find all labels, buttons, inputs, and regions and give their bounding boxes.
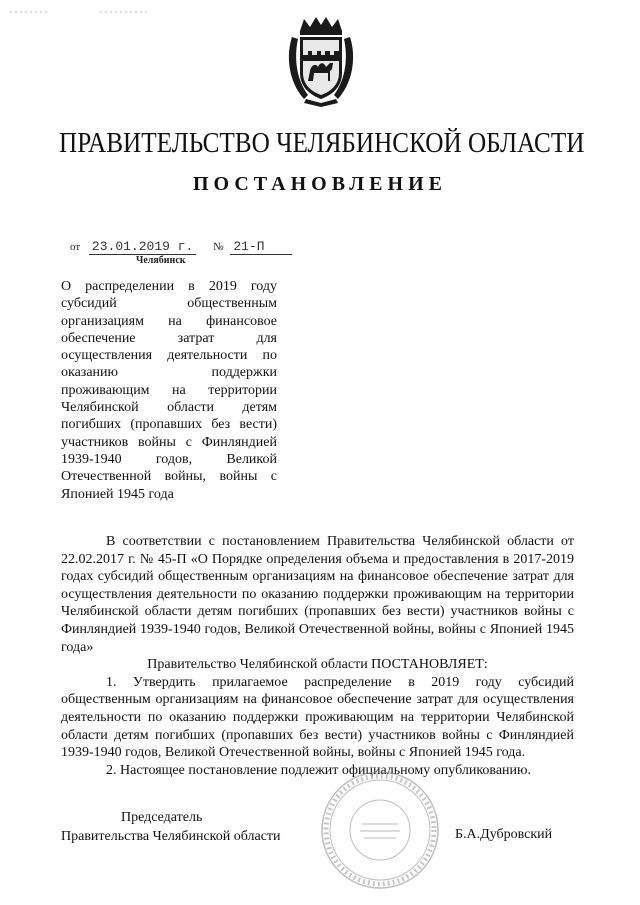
city: Челябинск	[136, 255, 186, 266]
signatory-name: Б.А.Дубровский	[455, 827, 553, 842]
resolution-item-2: 2. Настоящее постановление подлежит официальному опубликованию.	[106, 762, 531, 778]
document-type: ПОСТАНОВЛЕНИЕ	[193, 173, 447, 195]
coat-of-arms-icon	[286, 15, 356, 107]
resolves-line: Правительство Челябинской области ПОСТАНОВЛЯЕТ:	[147, 657, 488, 673]
official-seal-icon	[318, 768, 442, 892]
document-number: 21-П	[230, 239, 292, 255]
number-label: №	[213, 241, 224, 253]
date-label: от	[70, 241, 81, 253]
scan-artifact	[10, 2, 150, 8]
preamble-paragraph: В соответствии с постановлением Правительства Челябинской области от 22.02.2017 г. № 45-П «О Порядке определения объема и предоставления в 2017-2019 годах субсидий общественным организациям на финансовое обеспечение затрат для осуществления деятельности по оказанию поддержки проживающим на территории Челябинской области детям погибших (пропавших без вести) участников войны с Финляндией 1939-1940 годов, Великой Отечественной войны, войны с Японией 1945 года»	[61, 534, 574, 655]
document-date: 23.01.2019 г.	[89, 239, 196, 255]
resolution-item-1: 1. Утвердить прилагаемое распределение в 2019 году субсидий общественным организациям на финансовое обеспечение затрат для осуществления деятельности по оказанию поддержки проживающим на территории Челябинской области детям погибших (пропавших без вести) участников войны с Финляндией 1939-1940 годов, Великой Отечественной войны, войны с Японией 1945 года.	[61, 674, 574, 761]
position-line-2: Правительства Челябинской области	[61, 829, 281, 844]
government-title: ПРАВИТЕЛЬСТВО ЧЕЛЯБИНСКОЙ ОБЛАСТИ	[59, 128, 585, 159]
document-body	[61, 533, 574, 779]
document-details	[70, 239, 292, 255]
position-line-1: Председатель	[121, 810, 203, 825]
signatory-position	[61, 808, 281, 846]
document-subject: О распределении в 2019 году субсидий общественным организациям на финансовое обеспечение затрат для осуществления деятельности по оказанию поддержки проживающим на территории Челябинской области детям погибших (пропавших без вести) участников войны с Финляндией 1939-1940 годов, Великой Отечественной войны, войны с Японией 1945 года	[61, 279, 277, 502]
